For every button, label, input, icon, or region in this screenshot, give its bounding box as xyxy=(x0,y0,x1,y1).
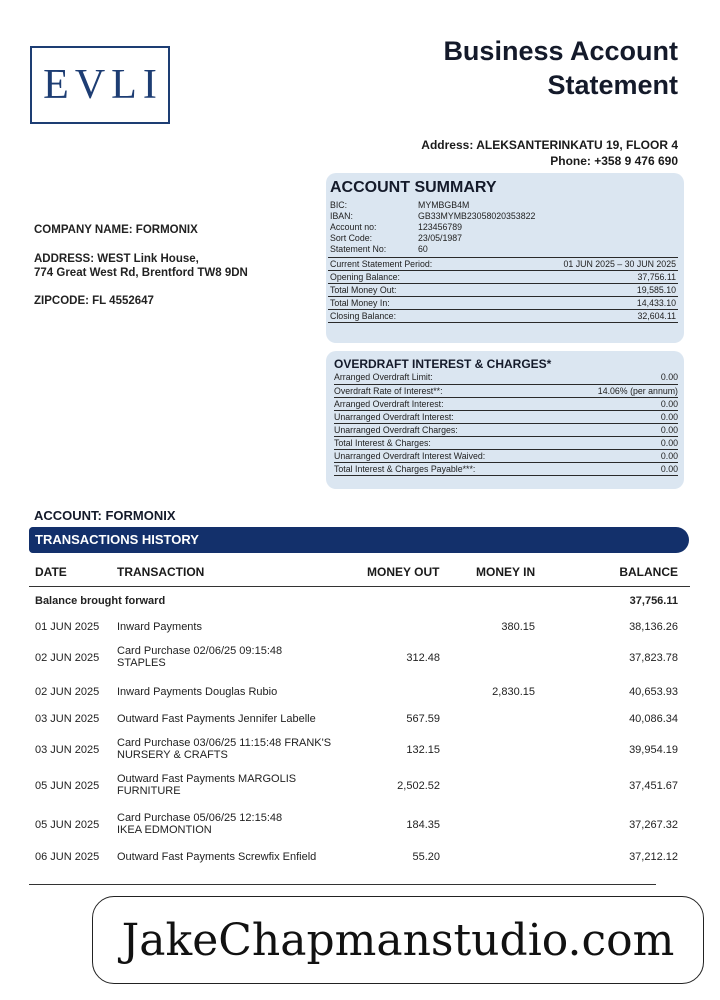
overdraft-row: Arranged Overdraft Interest: 0.00 xyxy=(334,399,678,409)
col-header-money-out: MONEY OUT xyxy=(367,565,440,579)
summary-detail: IBAN: GB33MYMB23058020353822 xyxy=(330,211,536,221)
row-date: 05 JUN 2025 xyxy=(35,819,100,831)
summary-row: Total Money In: 14,433.10 xyxy=(330,298,676,308)
company-zipcode: ZIPCODE: FL 4552647 xyxy=(34,295,154,307)
row-balance: 40,653.93 xyxy=(629,686,678,698)
account-summary-panel xyxy=(326,173,684,343)
logo-text: EVLI xyxy=(43,62,163,108)
company-address-line-1: ADDRESS: WEST Link House, xyxy=(34,253,199,265)
overdraft-row: Total Interest & Charges Payable***: 0.00 xyxy=(334,464,678,474)
row-money-out: 312.48 xyxy=(406,652,440,664)
account-label: ACCOUNT: FORMONIX xyxy=(34,508,176,523)
row-date: 01 JUN 2025 xyxy=(35,621,100,633)
row-date: 02 JUN 2025 xyxy=(35,686,100,698)
col-header-balance: BALANCE xyxy=(619,565,678,579)
summary-detail: BIC: MYMBGB4M xyxy=(330,200,470,210)
row-money-out: 567.59 xyxy=(406,713,440,725)
company-address-line-2: 774 Great West Rd, Brentford TW8 9DN xyxy=(34,267,248,279)
watermark-box xyxy=(92,896,704,984)
overdraft-row: Arranged Overdraft Limit: 0.00 xyxy=(334,372,678,382)
summary-detail: Statement No: 60 xyxy=(330,244,428,254)
bank-address: Address: ALEKSANTERINKATU 19, FLOOR 4 xyxy=(421,138,678,152)
row-transaction: Outward Fast Payments Screwfix Enfield xyxy=(117,851,317,863)
row-balance: 37,212.12 xyxy=(629,851,678,863)
bank-contact xyxy=(421,137,678,169)
watermark-text: JakeChapmanstudio.com xyxy=(121,914,675,966)
bank-phone: Phone: +358 9 476 690 xyxy=(550,154,678,168)
col-header-transaction: TRANSACTION xyxy=(117,565,205,579)
row-money-out: 55.20 xyxy=(412,851,440,863)
statement-title xyxy=(358,34,678,102)
col-header-date: DATE xyxy=(35,565,67,579)
summary-detail: Sort Code: 23/05/1987 xyxy=(330,233,463,243)
transactions-heading: TRANSACTIONS HISTORY xyxy=(35,532,199,547)
row-transaction: Outward Fast Payments Jennifer Labelle xyxy=(117,713,316,725)
row-money-in: 380.15 xyxy=(501,621,535,633)
summary-row: Total Money Out: 19,585.10 xyxy=(330,285,676,295)
row-date: 03 JUN 2025 xyxy=(35,744,100,756)
row-transaction: Card Purchase 03/06/25 11:15:48 FRANK'S NURSERY & CRAFTS xyxy=(117,737,332,761)
row-date: 05 JUN 2025 xyxy=(35,780,100,792)
row-transaction: Card Purchase 05/06/25 12:15:48 IKEA EDMONTION xyxy=(117,812,283,836)
row-date: 02 JUN 2025 xyxy=(35,652,100,664)
bank-logo xyxy=(30,46,170,124)
summary-row: Opening Balance: 37,756.11 xyxy=(330,272,676,282)
row-money-out: 184.35 xyxy=(406,819,440,831)
transactions-heading-bar xyxy=(29,527,689,553)
overdraft-title: OVERDRAFT INTEREST & CHARGES* xyxy=(334,357,552,371)
row-balance: 37,267.32 xyxy=(629,819,678,831)
account-summary-title: ACCOUNT SUMMARY xyxy=(330,179,497,196)
row-transaction: Inward Payments Douglas Rubio xyxy=(117,686,278,698)
overdraft-row: Unarranged Overdraft Interest Waived: 0.00 xyxy=(334,451,678,461)
overdraft-panel xyxy=(326,351,684,489)
row-transaction: Card Purchase 02/06/25 09:15:48 STAPLES xyxy=(117,645,283,669)
row-balance: 37,823.78 xyxy=(629,652,678,664)
table-bottom-divider xyxy=(29,884,656,885)
brought-forward-label: Balance brought forward xyxy=(35,595,166,607)
row-balance: 38,136.26 xyxy=(629,621,678,633)
col-header-money-in: MONEY IN xyxy=(476,565,536,579)
row-date: 06 JUN 2025 xyxy=(35,851,100,863)
overdraft-row: Unarranged Overdraft Charges: 0.00 xyxy=(334,425,678,435)
overdraft-row: Unarranged Overdraft Interest: 0.00 xyxy=(334,412,678,422)
row-transaction: Inward Payments xyxy=(117,621,202,633)
company-name: COMPANY NAME: FORMONIX xyxy=(34,224,198,236)
row-transaction: Outward Fast Payments MARGOLIS FURNITURE xyxy=(117,773,297,797)
row-money-in: 2,830.15 xyxy=(492,686,535,698)
row-date: 03 JUN 2025 xyxy=(35,713,100,725)
row-balance: 39,954.19 xyxy=(629,744,678,756)
summary-detail: Account no: 123456789 xyxy=(330,222,463,232)
row-balance: 37,451.67 xyxy=(629,780,678,792)
summary-row: Current Statement Period: 01 JUN 2025 – 30 JUN 2025 xyxy=(330,259,676,269)
title-line-1: Business Account xyxy=(443,36,678,66)
row-money-out: 132.15 xyxy=(406,744,440,756)
overdraft-row: Total Interest & Charges: 0.00 xyxy=(334,438,678,448)
brought-forward-balance: 37,756.11 xyxy=(629,595,678,607)
summary-row: Closing Balance: 32,604.11 xyxy=(330,311,676,321)
title-line-2: Statement xyxy=(547,70,678,100)
header-divider xyxy=(29,586,690,587)
row-money-out: 2,502.52 xyxy=(397,780,440,792)
row-balance: 40,086.34 xyxy=(629,713,678,725)
overdraft-row: Overdraft Rate of Interest**: 14.06% (per annum) xyxy=(334,386,678,396)
